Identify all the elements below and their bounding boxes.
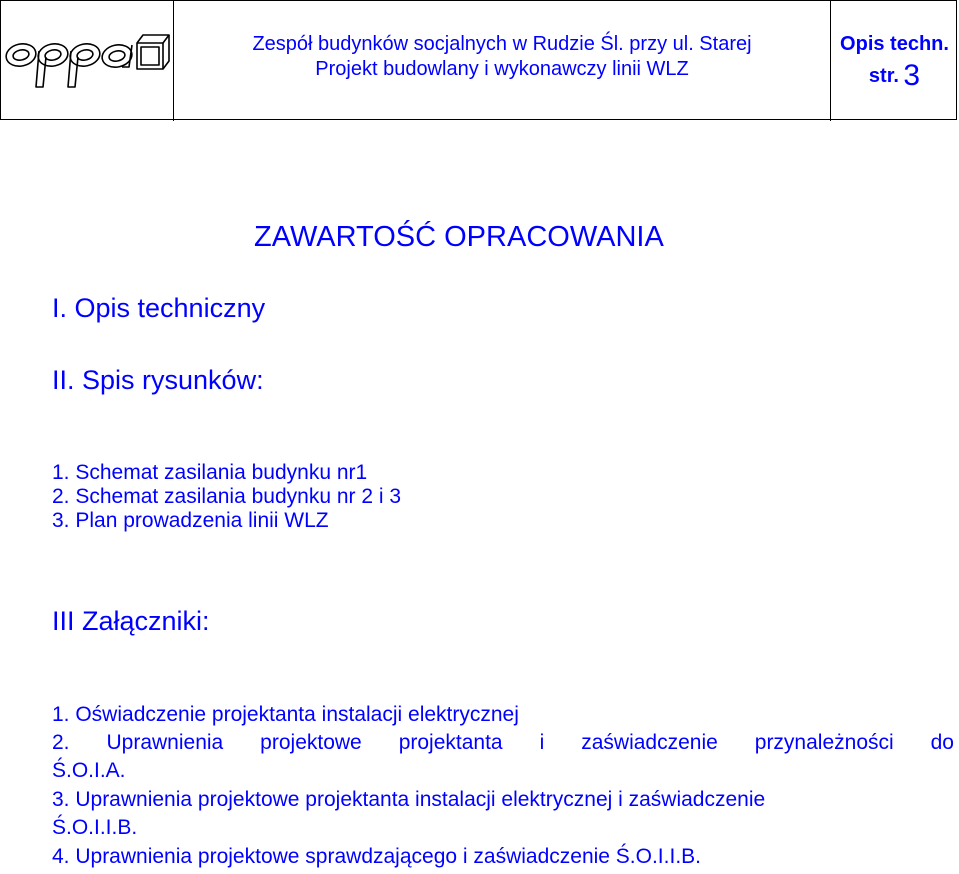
page-number: 3	[903, 59, 921, 92]
logo-cell	[1, 1, 174, 121]
page-header	[0, 0, 957, 120]
page-info-cell	[831, 1, 958, 121]
attachment-item-continuation: Ś.O.I.I.B.	[52, 816, 138, 839]
attachment-item: 3. Uprawnienia projektowe projektanta instalacji elektrycznej i zaświadczenie	[52, 788, 766, 811]
attachment-item: 2. Uprawnienia projektowe projektanta i zaświadczenie przynależności do	[52, 731, 954, 754]
page-number-line	[831, 59, 958, 93]
attachment-item-continuation: Ś.O.I.A.	[52, 759, 126, 782]
project-title-cell	[174, 1, 831, 121]
section-drawings-list: II. Spis rysunków:	[52, 365, 264, 395]
project-title-line-1: Zespół budynków socjalnych w Rudzie Śl. przy ul. Starej	[252, 33, 752, 55]
list-item: 3. Plan prowadzenia linii WLZ	[52, 509, 329, 532]
section-technical-description: I. Opis techniczny	[52, 293, 266, 323]
list-item: 1. Schemat zasilania budynku nr1	[52, 461, 368, 484]
oppal-logo-icon	[3, 29, 171, 91]
document-title: ZAWARTOŚĆ OPRACOWANIA	[254, 221, 664, 253]
drawings-list	[52, 461, 401, 533]
list-item: 2. Schemat zasilania budynku nr 2 i 3	[52, 485, 402, 508]
project-title-line-2: Projekt budowlany i wykonawczy linii WLZ	[315, 58, 689, 80]
page-prefix: str.	[868, 65, 899, 87]
attachment-item: 1. Oświadczenie projektanta instalacji elektrycznej	[52, 703, 519, 726]
attachment-item: 4. Uprawnienia projektowe sprawdzającego i zaświadczenie Ś.O.I.I.B.	[52, 845, 701, 868]
document-type: Opis techn.	[840, 33, 949, 55]
section-attachments: III Załączniki:	[52, 606, 210, 636]
